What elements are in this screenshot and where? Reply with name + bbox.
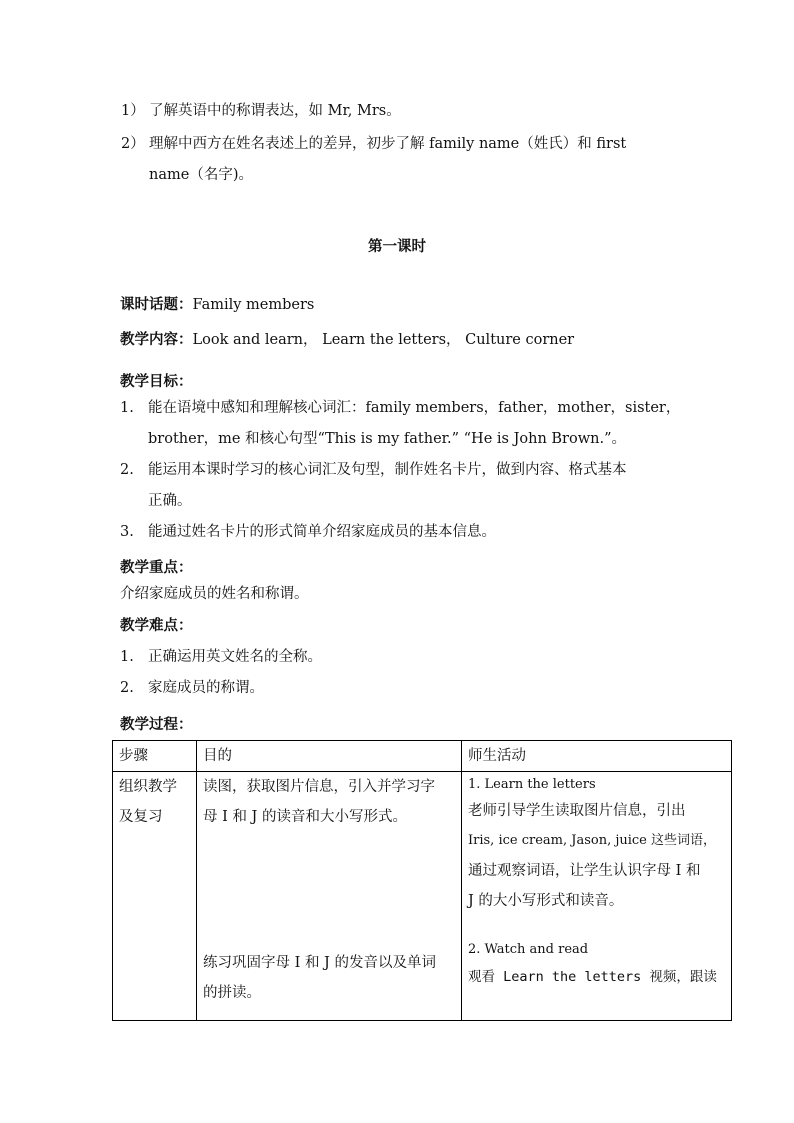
activity-1-line-2: Iris, ice cream, Jason, juice 这些词语， (468, 833, 717, 848)
activity-1-line-3: 通过观察词语，让学生认识字母 I 和 (468, 863, 701, 879)
goal-item-1-text: 能在语境中感知和理解核心词汇：family members，father，mother，sister， (148, 400, 681, 416)
activity-2-title: 2. Watch and read (468, 942, 589, 957)
purpose-1-line-2: 母 I 和 J 的读音和大小写形式。 (203, 809, 407, 825)
header-purpose: 目的 (197, 741, 462, 772)
difficulty-item-1-text: 正确运用英文姓名的全称。 (148, 649, 322, 665)
goal-item-2-text: 能运用本课时学习的核心词汇及句型，制作姓名卡片，做到内容、格式基本 (148, 462, 627, 478)
activity-2-line: 观看 Learn the letters 视频，跟读 (468, 969, 717, 985)
difficulty-item-2 (120, 678, 264, 698)
goal-item-2-cont: 正确。 (148, 493, 192, 509)
activity-1-line-1: 老师引导学生读取图片信息，引出 (468, 803, 686, 819)
goal-item-1-cont: brother，me 和核心句型“This is my father.” “He is John Brown.”。 (148, 431, 626, 447)
goal-item-3 (120, 522, 496, 542)
intro-item-1-num: 1） (121, 103, 145, 119)
goal-item-3-num: 3. (120, 524, 134, 540)
process-table-row (113, 772, 732, 1021)
intro-item-2-num: 2） (121, 136, 145, 152)
purpose-1-line-1: 读图，获取图片信息，引入并学习字 (203, 779, 435, 795)
purpose-2-line-2: 的拼读。 (203, 985, 261, 1001)
process-label: 教学过程： (120, 717, 193, 733)
content-label: 教学内容： (120, 332, 193, 348)
intro-item-1 (121, 101, 401, 121)
goals-label: 教学目标： (120, 374, 193, 390)
difficulty-item-2-num: 2. (120, 680, 134, 696)
activity-cell (462, 772, 732, 1021)
content-value: Look and learn， Learn the letters， Culture corner (192, 332, 575, 348)
key-points-label: 教学重点： (120, 560, 193, 576)
difficulties-label: 教学难点： (120, 618, 193, 634)
intro-item-1-text: 了解英语中的称谓表达，如 Mr, Mrs。 (149, 103, 401, 119)
step-line-1: 组织教学 (119, 779, 177, 795)
process-table-header-row (113, 741, 732, 772)
activity-1-title: 1. Learn the letters (468, 777, 596, 792)
activity-1-line-4: J 的大小写形式和读音。 (468, 893, 624, 909)
goal-item-1-num: 1. (120, 400, 134, 416)
step-cell (113, 772, 197, 1021)
difficulty-item-2-text: 家庭成员的称谓。 (148, 680, 264, 696)
header-activity: 师生活动 (462, 741, 732, 772)
key-points-text: 介绍家庭成员的姓名和称谓。 (120, 586, 309, 602)
goal-item-3-text: 能通过姓名卡片的形式简单介绍家庭成员的基本信息。 (148, 524, 496, 540)
intro-item-2-cont: name（名字)。 (149, 167, 253, 183)
goal-item-2 (120, 460, 627, 480)
intro-item-2-text: 理解中西方在姓名表述上的差异，初步了解 family name（姓氏）和 first (149, 136, 627, 152)
difficulty-item-1 (120, 647, 322, 667)
lesson-title: 第一课时 (368, 239, 426, 255)
intro-item-2 (121, 134, 626, 154)
topic-value: Family members (192, 297, 315, 313)
goal-item-1 (120, 398, 680, 418)
topic-line (120, 295, 314, 315)
step-line-2: 及复习 (119, 809, 163, 825)
header-step: 步骤 (113, 741, 197, 772)
difficulty-item-1-num: 1. (120, 649, 134, 665)
process-table (112, 740, 732, 1021)
goal-item-2-num: 2. (120, 462, 134, 478)
purpose-2-line-1: 练习巩固字母 I 和 J 的发音以及单词 (203, 955, 436, 971)
purpose-cell (197, 772, 462, 1021)
topic-label: 课时话题： (120, 297, 193, 313)
content-line (120, 330, 574, 350)
